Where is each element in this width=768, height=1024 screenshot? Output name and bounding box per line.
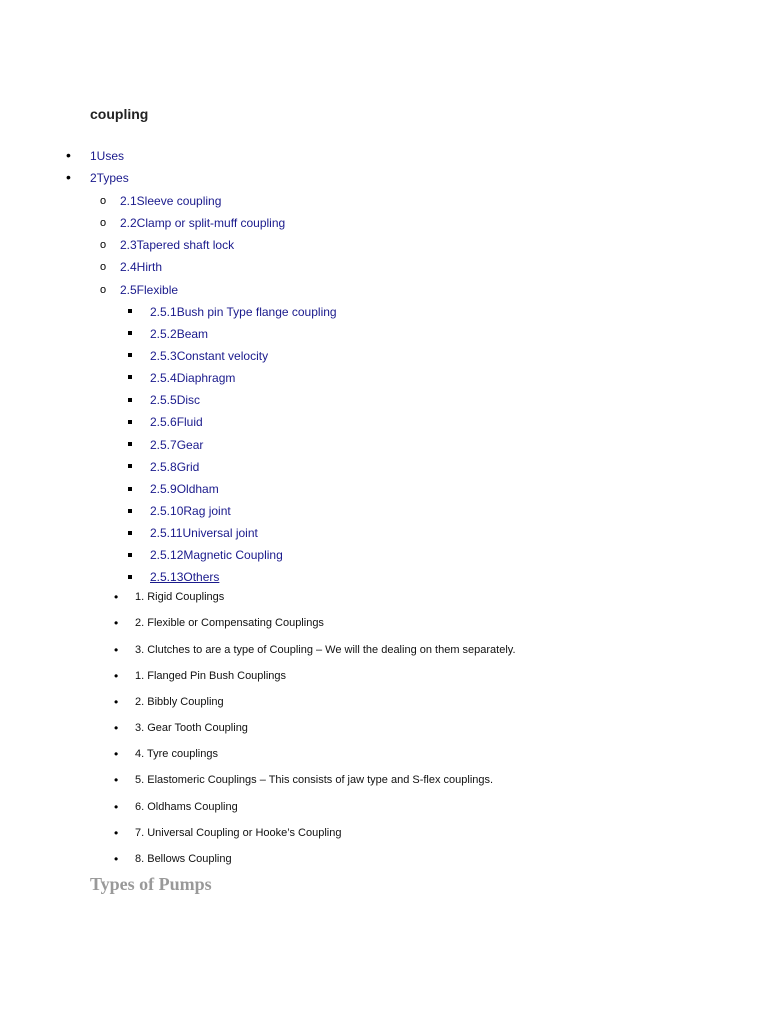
bullet-square (128, 369, 132, 385)
bullet-disc: • (114, 773, 119, 787)
page-title: coupling (90, 106, 149, 122)
bullet-square (128, 503, 132, 519)
list-item: 3. Gear Tooth Coupling (135, 722, 248, 734)
toc-link-hirth[interactable]: 2.4Hirth (120, 260, 163, 274)
bullet-circle (100, 259, 106, 275)
bullet-circle (100, 215, 106, 231)
toc-link-tapered-shaft-lock[interactable]: 2.3Tapered shaft lock (120, 238, 235, 252)
bullet-disc: • (114, 643, 119, 657)
bullet-square (128, 325, 132, 341)
bullet-square (128, 392, 132, 408)
list-item: 5. Elastomeric Couplings – This consists of jaw type and S-flex couplings. (135, 774, 494, 786)
bullet-square (128, 547, 132, 563)
toc-link-diaphragm[interactable]: 2.5.4Diaphragm (150, 371, 236, 385)
toc-link-universal-joint[interactable]: 2.5.11Universal joint (150, 526, 258, 540)
toc-link-magnetic-coupling[interactable]: 2.5.12Magnetic Coupling (150, 548, 283, 562)
list-item: 2. Flexible or Compensating Couplings (135, 617, 324, 629)
list-item: 4. Tyre couplings (135, 748, 218, 760)
bullet-square (128, 569, 132, 585)
bullet-square (128, 525, 132, 541)
toc-link-uses[interactable]: 1Uses (90, 149, 125, 163)
bullet-disc: • (114, 747, 119, 761)
toc-link-beam[interactable]: 2.5.2Beam (150, 327, 209, 341)
bullet-disc: • (114, 826, 119, 840)
bullet-square (128, 414, 132, 430)
toc-link-fluid[interactable]: 2.5.6Fluid (150, 415, 203, 429)
toc-link-others[interactable]: 2.5.13Others (150, 570, 220, 584)
bullet-disc (66, 147, 71, 165)
bullet-disc: • (114, 616, 119, 630)
toc-link-oldham[interactable]: 2.5.9Oldham (150, 482, 219, 496)
list-item: 7. Universal Coupling or Hooke’s Coupling (135, 827, 342, 839)
toc-link-gear[interactable]: 2.5.7Gear (150, 438, 204, 452)
toc-link-constant-velocity[interactable]: 2.5.3Constant velocity (150, 349, 269, 363)
section-heading: Types of Pumps (90, 874, 212, 894)
toc-link-types[interactable]: 2Types (90, 171, 129, 185)
toc-link-rag-joint[interactable]: 2.5.10Rag joint (150, 504, 231, 518)
list-item: 1. Rigid Couplings (135, 591, 225, 603)
bullet-disc (66, 169, 71, 187)
bullet-circle (100, 282, 106, 298)
bullet-square (128, 436, 132, 452)
bullet-square (128, 481, 132, 497)
bullet-disc: • (114, 590, 119, 604)
toc-link-grid[interactable]: 2.5.8Grid (150, 460, 200, 474)
bullet-circle (100, 237, 106, 253)
bullet-square (128, 347, 132, 363)
bullet-disc: • (114, 721, 119, 735)
bullet-disc: • (114, 800, 119, 814)
list-item: 3. Clutches to are a type of Coupling – We will the dealing on them separately. (135, 644, 516, 656)
bullet-disc: • (114, 695, 119, 709)
toc-link-sleeve-coupling[interactable]: 2.1Sleeve coupling (120, 194, 222, 208)
bullet-square (128, 458, 132, 474)
toc-link-flexible[interactable]: 2.5Flexible (120, 283, 179, 297)
list-item: 1. Flanged Pin Bush Couplings (135, 670, 287, 682)
list-item: 8. Bellows Coupling (135, 853, 232, 865)
toc-link-clamp-coupling[interactable]: 2.2Clamp or split-muff coupling (120, 216, 286, 230)
toc-link-bush-pin[interactable]: 2.5.1Bush pin Type flange coupling (150, 305, 337, 319)
list-item: 6. Oldhams Coupling (135, 801, 238, 813)
bullet-disc: • (114, 669, 119, 683)
toc-link-disc[interactable]: 2.5.5Disc (150, 393, 201, 407)
bullet-disc: • (114, 852, 119, 866)
list-item: 2. Bibbly Coupling (135, 696, 224, 708)
bullet-square (128, 303, 132, 319)
bullet-circle (100, 193, 106, 209)
